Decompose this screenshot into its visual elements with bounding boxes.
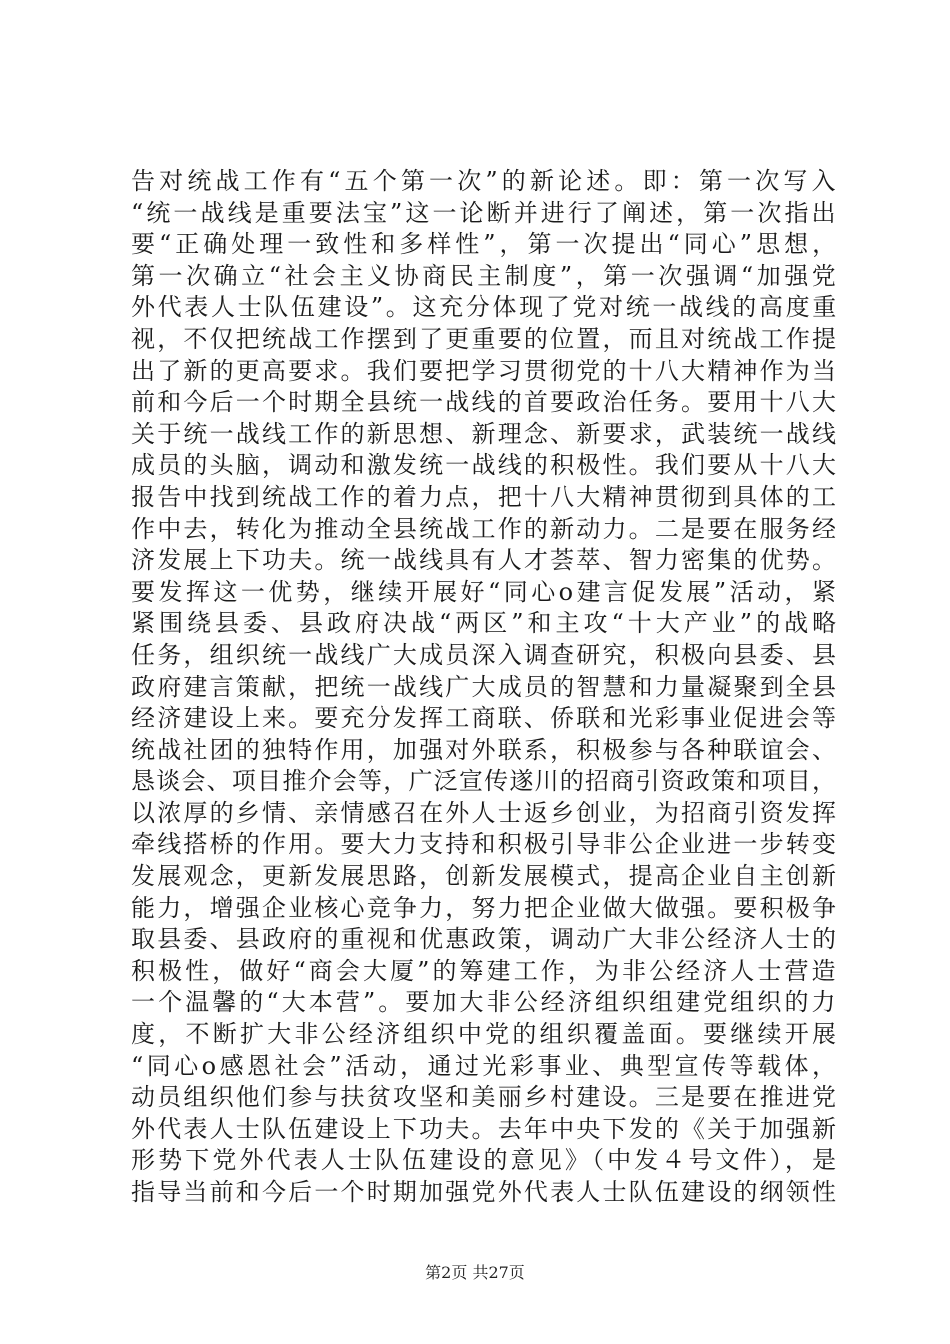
text-line: 报告中找到统战工作的着力点，把十八大精神贯彻到具体的工	[131, 482, 839, 511]
text-line: 告对统战工作有“五个第一次”的新论述。即：第一次写入	[131, 167, 840, 195]
text-line: 成员的头脑，调动和激发统一战线的积极性。我们要从十八大	[131, 451, 839, 480]
body-paragraph	[131, 166, 841, 1209]
text-line: 取县委、县政府的重视和优惠政策，调动广大非公经济人士的	[131, 925, 839, 954]
text-line: 指导当前和今后一个时期加强党外代表人士队伍建设的纲领性	[131, 1178, 839, 1206]
text-line: 政府建言策献，把统一战线广大成员的智慧和力量凝聚到全县	[131, 672, 839, 701]
text-line: 能力，增强企业核心竞争力，努力把企业做大做强。要积极争	[131, 893, 839, 922]
text-line: 要发挥这一优势，继续开展好“同心o建言促发展”活动，紧	[131, 577, 840, 606]
text-line: “同心o感恩社会”活动，通过光彩事业、典型宣传等载体，	[131, 1051, 840, 1080]
text-line: 发展观念，更新发展思路，创新发展模式，提高企业自主创新	[131, 862, 839, 891]
text-line: “统一战线是重要法宝”这一论断并进行了阐述，第一次指出	[131, 198, 839, 227]
text-line: 要“正确处理一致性和多样性”，第一次提出“同心”思想，	[131, 230, 841, 259]
text-line: 牵线搭桥的作用。要大力支持和积极引导非公企业进一步转变	[131, 830, 839, 859]
text-line: 关于统一战线工作的新思想、新理念、新要求，武装统一战线	[131, 419, 839, 448]
text-line: 外代表人士队伍建设上下功夫。去年中央下发的《关于加强新	[131, 1114, 839, 1143]
text-line: 出了新的更高要求。我们要把学习贯彻党的十八大精神作为当	[131, 356, 839, 385]
text-line: 恳谈会、项目推介会等，广泛宣传遂川的招商引资政策和项目，	[131, 767, 838, 796]
page-number-footer: 第2页 共27页	[425, 1263, 525, 1282]
text-line: 经济建设上来。要充分发挥工商联、侨联和光彩事业促进会等	[131, 704, 839, 733]
text-line: 作中去，转化为推动全县统战工作的新动力。二是要在服务经	[131, 514, 839, 543]
text-line: 积极性，做好“商会大厦”的筹建工作，为非公经济人士营造	[131, 956, 839, 985]
text-line: 第一次确立“社会主义协商民主制度”，第一次强调“加强党	[131, 261, 840, 290]
text-line: 动员组织他们参与扶贫攻坚和美丽乡村建设。三是要在推进党	[131, 1083, 839, 1112]
text-line: 以浓厚的乡情、亲情感召在外人士返乡创业，为招商引资发挥	[131, 798, 839, 827]
text-line: 视，不仅把统战工作摆到了更重要的位置，而且对统战工作提	[131, 324, 839, 353]
text-line: 一个温馨的“大本营”。要加大非公经济组织组建党组织的力	[131, 988, 839, 1017]
text-line: 形势下党外代表人士队伍建设的意见》（中发４号文件），是	[131, 1146, 840, 1175]
text-line: 紧围绕县委、县政府决战“两区”和主攻“十大产业”的战略	[131, 609, 841, 638]
text-line: 度，不断扩大非公经济组织中党的组织覆盖面。要继续开展	[131, 1020, 840, 1049]
text-line: 任务，组织统一战线广大成员深入调查研究，积极向县委、县	[131, 640, 839, 669]
text-line: 济发展上下功夫。统一战线具有人才荟萃、智力密集的优势。	[131, 546, 839, 575]
text-line: 统战社团的独特作用，加强对外联系，积极参与各种联谊会、	[131, 735, 839, 764]
text-line: 外代表人士队伍建设”。这充分体现了党对统一战线的高度重	[131, 293, 839, 322]
text-line: 前和今后一个时期全县统一战线的首要政治任务。要用十八大	[131, 388, 839, 417]
